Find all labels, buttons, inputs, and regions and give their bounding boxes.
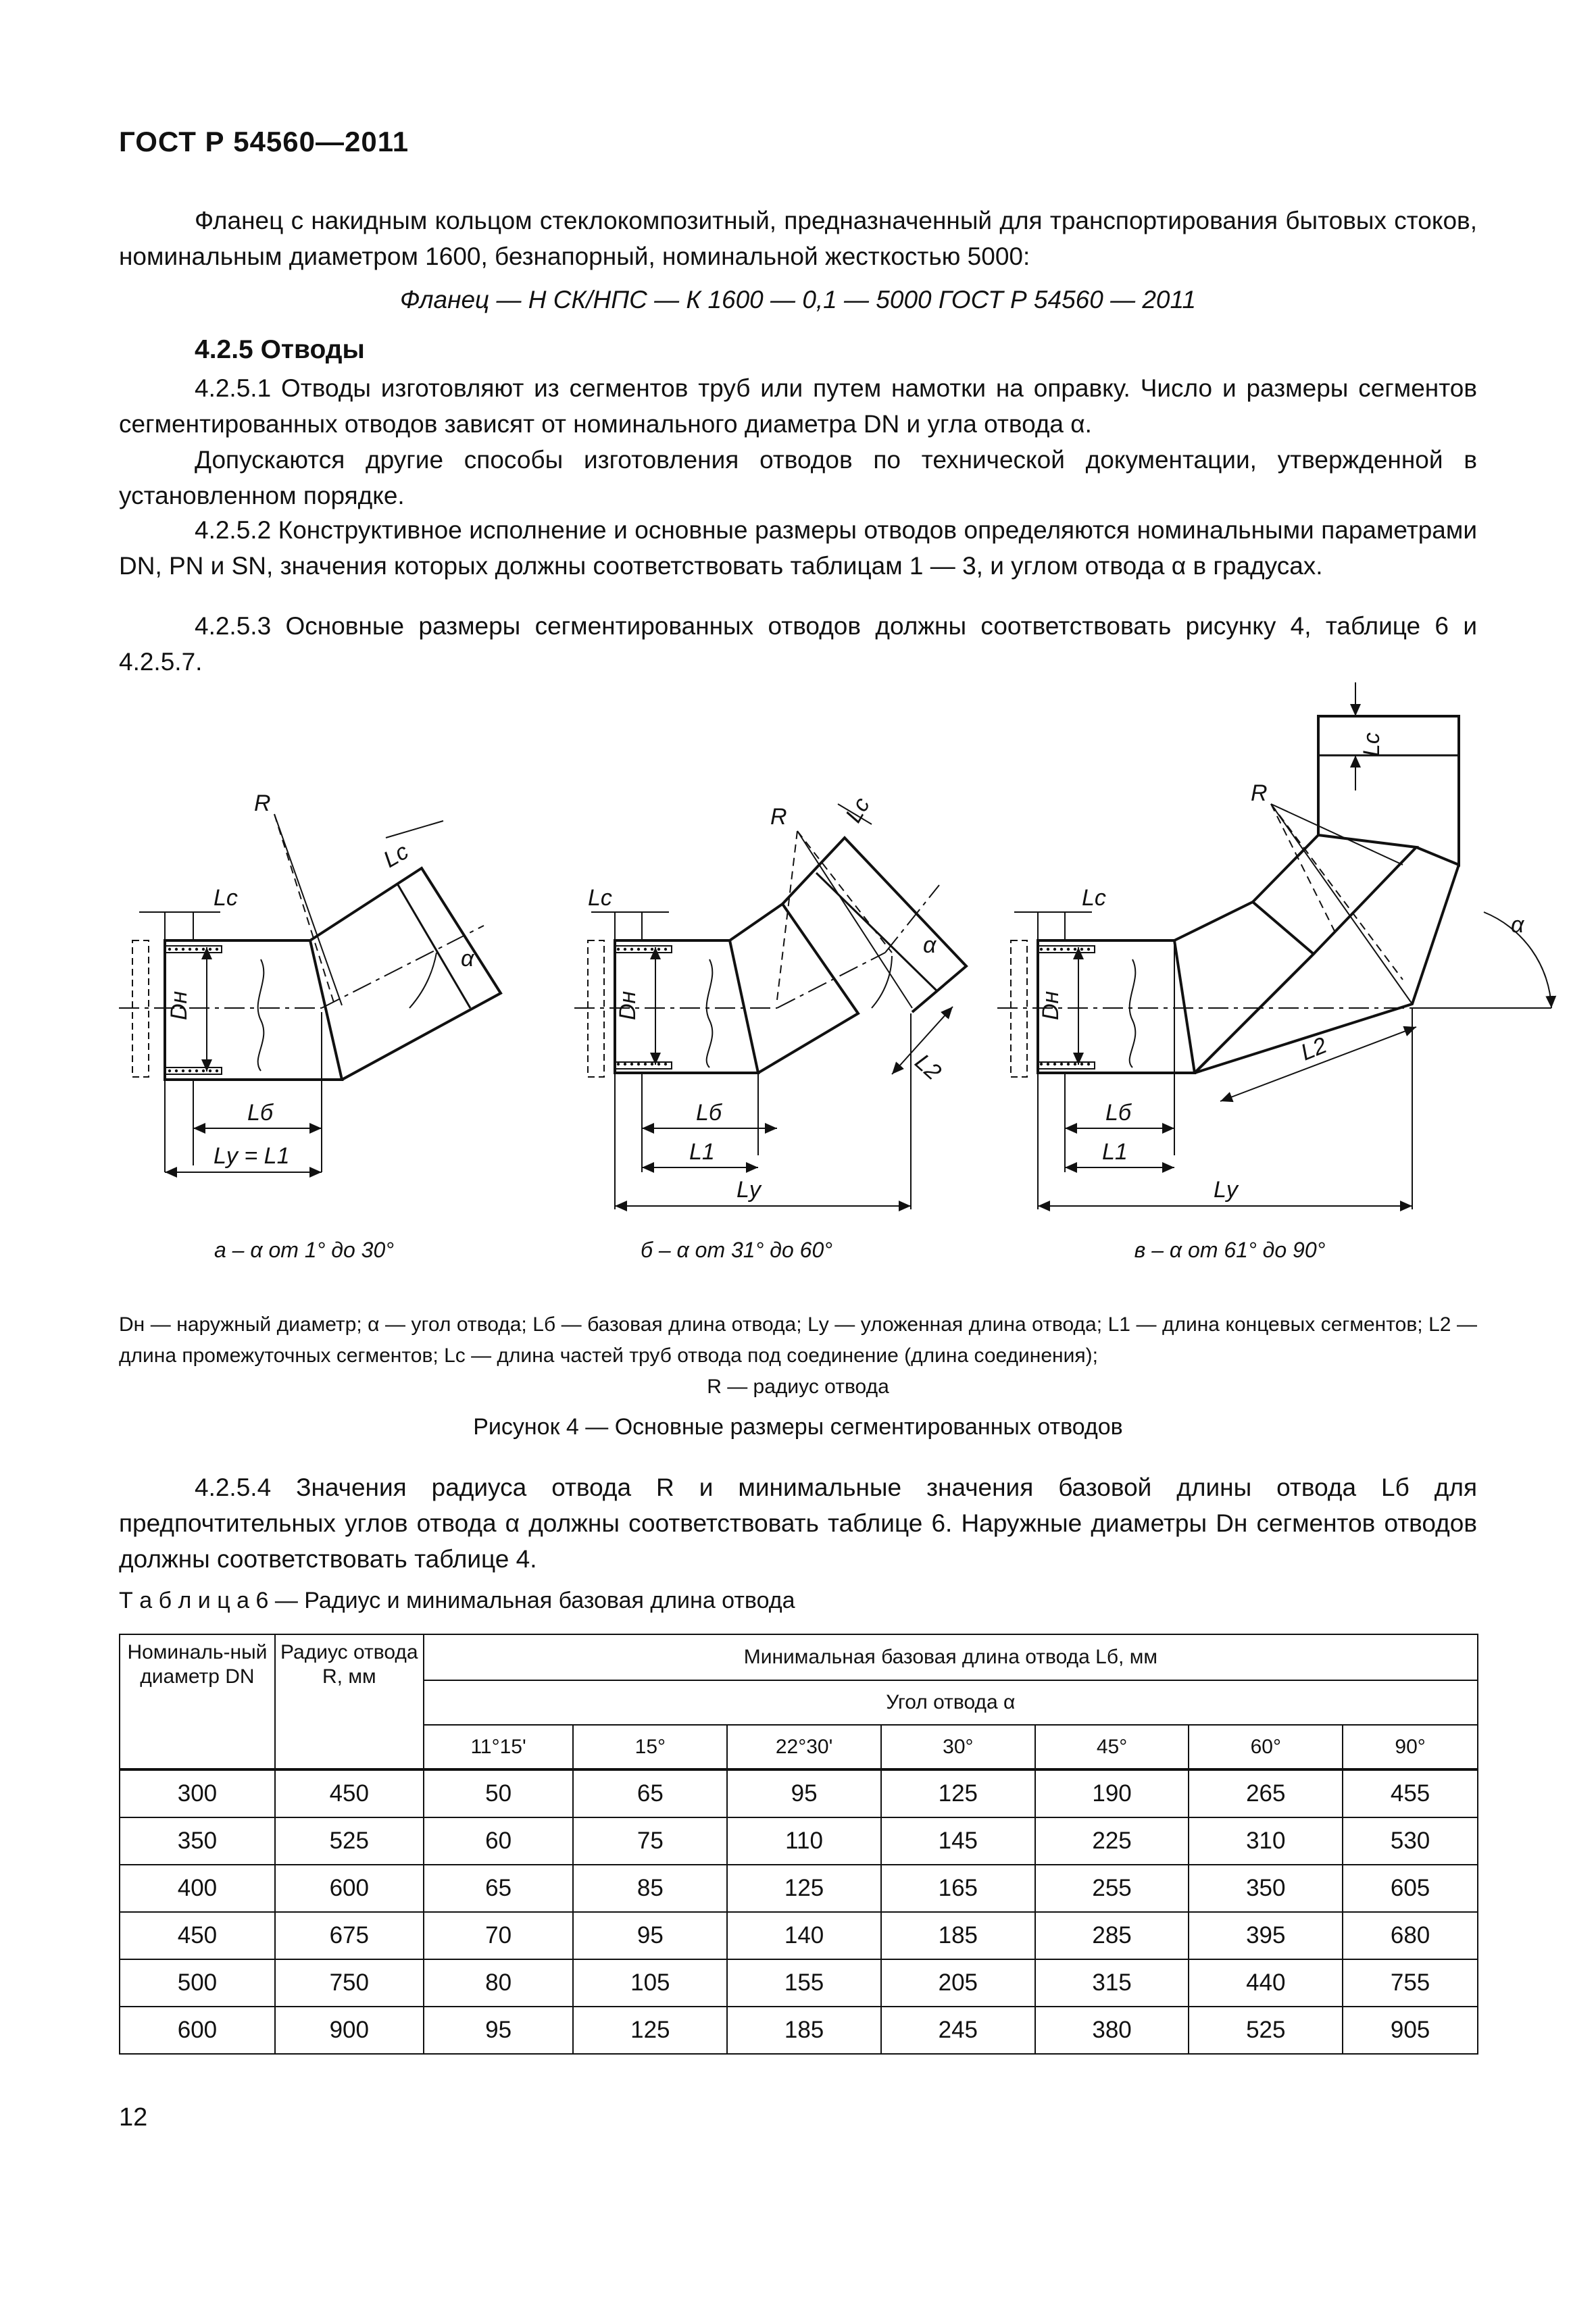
caption-v: в – α от 61° до 90°: [1134, 1238, 1326, 1262]
cell-value: 60: [424, 1817, 574, 1865]
cell-value: 605: [1343, 1865, 1478, 1912]
cell-value: 755: [1343, 1959, 1478, 2007]
cell-value: 65: [424, 1865, 574, 1912]
table-row: [120, 1959, 1478, 2007]
cell-value: 905: [1343, 2007, 1478, 2054]
cell-value: 105: [573, 1959, 727, 2007]
cell-value: 455: [1343, 1769, 1478, 1817]
label-l2-v: L2: [1297, 1032, 1331, 1066]
cell-dn: 350: [120, 1817, 275, 1865]
cell-value: 440: [1189, 1959, 1343, 2007]
paragraph-4-2-5-2: 4.2.5.2 Конструктивное исполнение и основные размеры отводов определяются номинальными параметрами DN, PN и SN, значения которых должны соответствовать таблицам 1 — 3, и углом отвода α в градусах.: [119, 516, 1477, 580]
drawing-v-labels: [1038, 732, 1525, 1203]
caption-b: б – α от 31° до 60°: [640, 1238, 833, 1262]
cell-radius: 675: [275, 1912, 424, 1959]
cell-value: 140: [727, 1912, 881, 1959]
label-r-v: R: [1251, 780, 1268, 806]
page-number: 12: [119, 2103, 148, 2132]
label-alpha-v: α: [1511, 912, 1524, 938]
label-lb-b: Lб: [696, 1100, 722, 1126]
cell-value: 95: [424, 2007, 574, 2054]
cell-value: 165: [881, 1865, 1035, 1912]
cell-value: 95: [727, 1769, 881, 1817]
label-alpha-b: α: [923, 932, 937, 958]
label-dn-b: Dн: [615, 990, 641, 1020]
label-lc-v2: Lc: [1082, 885, 1106, 911]
cell-value: 680: [1343, 1912, 1478, 1959]
cell-value: 205: [881, 1959, 1035, 2007]
cell-value: 350: [1189, 1865, 1343, 1912]
header-angle: Угол отвода α: [424, 1680, 1478, 1725]
section-title: 4.2.5 Отводы: [195, 335, 365, 364]
label-dn-v: Dн: [1038, 990, 1064, 1020]
cell-dn: 400: [120, 1865, 275, 1912]
cell-value: 155: [727, 1959, 881, 2007]
table-row: [120, 1769, 1478, 1817]
header-radius: Радиус отвода R, мм: [275, 1634, 424, 1769]
flange-designation: Фланец — Н СК/НПС — К 1600 — 0,1 — 5000 ГОСТ Р 54560 — 2011: [400, 286, 1196, 313]
cell-value: 95: [573, 1912, 727, 1959]
angle-header: 90°: [1343, 1725, 1478, 1769]
label-l1-v: L1: [1102, 1139, 1128, 1165]
label-ly-v: Lу: [1214, 1177, 1238, 1203]
angle-header: 60°: [1189, 1725, 1343, 1769]
label-lc-a: Lc: [214, 885, 238, 911]
cell-radius: 600: [275, 1865, 424, 1912]
label-lb-v: Lб: [1105, 1100, 1132, 1126]
table-row: [120, 2007, 1478, 2054]
table-row: [120, 1865, 1478, 1912]
cell-value: 75: [573, 1817, 727, 1865]
cell-value: 65: [573, 1769, 727, 1817]
label-lc-a2: Lc: [379, 838, 414, 873]
label-alpha-a: α: [461, 946, 474, 972]
cell-radius: 750: [275, 1959, 424, 2007]
figure-title: Рисунок 4 — Основные размеры сегментированных отводов: [473, 1414, 1123, 1440]
label-lc-v: Lc: [1359, 732, 1385, 757]
cell-radius: 900: [275, 2007, 424, 2054]
cell-value: 185: [881, 1912, 1035, 1959]
label-lb-a: Lб: [247, 1100, 274, 1126]
label-ly-a: Lу = L1: [214, 1143, 290, 1169]
cell-value: 315: [1035, 1959, 1189, 2007]
angle-header: 11°15': [424, 1725, 574, 1769]
cell-value: 145: [881, 1817, 1035, 1865]
angle-header: 15°: [573, 1725, 727, 1769]
label-r-b: R: [770, 804, 787, 830]
caption-a: а – α от 1° до 30°: [214, 1238, 395, 1262]
cell-value: 255: [1035, 1865, 1189, 1912]
cell-dn: 450: [120, 1912, 275, 1959]
cell-value: 525: [1189, 2007, 1343, 2054]
cell-value: 380: [1035, 2007, 1189, 2054]
table-row: [120, 1817, 1478, 1865]
cell-value: 190: [1035, 1769, 1189, 1817]
label-lc-b: Lc: [588, 885, 612, 911]
table-6: [119, 1634, 1478, 2055]
cell-value: 70: [424, 1912, 574, 1959]
cell-value: 530: [1343, 1817, 1478, 1865]
intro-paragraph: Фланец с накидным кольцом стеклокомпозитный, предназначенный для транспортирования бытовых стоков, номинальным диаметром 1600, безнапорный, номинальной жесткостью 5000:: [119, 207, 1477, 270]
paragraph-4-2-5-4: 4.2.5.4 Значения радиуса отвода R и минимальные значения базовой длины отвода Lб для предпочтительных углов отвода α должны соответствовать таблице 6. Наружные диаметры Dн сегментов отводов должны соответствовать таблице 4.: [119, 1474, 1477, 1573]
cell-value: 395: [1189, 1912, 1343, 1959]
cell-value: 50: [424, 1769, 574, 1817]
cell-value: 125: [573, 2007, 727, 2054]
standard-header: ГОСТ Р 54560—2011: [119, 126, 409, 157]
header-min-length: Минимальная базовая длина отвода Lб, мм: [424, 1634, 1478, 1680]
paragraph-alt-methods: Допускаются другие способы изготовления отводов по технической документации, утвержденной в установленном порядке.: [119, 446, 1477, 509]
cell-value: 110: [727, 1817, 881, 1865]
label-l1-b: L1: [689, 1139, 715, 1165]
label-dn-a: Dн: [166, 990, 192, 1020]
label-lc-b2: Lc: [841, 793, 875, 827]
cell-radius: 450: [275, 1769, 424, 1817]
angle-header: 45°: [1035, 1725, 1189, 1769]
cell-value: 265: [1189, 1769, 1343, 1817]
figure-4-drawings: [119, 682, 1524, 1270]
label-ly-b: Lу: [737, 1177, 761, 1203]
cell-value: 185: [727, 2007, 881, 2054]
drawing-v: [997, 682, 1551, 1209]
label-l2-b: L2: [909, 1049, 947, 1086]
cell-value: 85: [573, 1865, 727, 1912]
cell-value: 245: [881, 2007, 1035, 2054]
angle-header: 22°30': [727, 1725, 881, 1769]
cell-value: 225: [1035, 1817, 1189, 1865]
figure-legend: Dн — наружный диаметр; α — угол отвода; Lб — базовая длина отвода; Lу — уложенная длина отвода; L1 — длина концевых сегментов; L2 — длина промежуточных сегментов; Lс — длина частей труб отвода под соединение (длина соединения);: [119, 1313, 1477, 1367]
angle-header: 30°: [881, 1725, 1035, 1769]
figure-legend-r: R — радиус отвода: [707, 1376, 889, 1398]
cell-value: 310: [1189, 1817, 1343, 1865]
header-dn: Номиналь-ный диаметр DN: [120, 1634, 275, 1769]
table-row: [120, 1912, 1478, 1959]
cell-radius: 525: [275, 1817, 424, 1865]
cell-dn: 600: [120, 2007, 275, 2054]
cell-value: 80: [424, 1959, 574, 2007]
table-caption: Т а б л и ц а 6 — Радиус и минимальная базовая длина отвода: [119, 1588, 795, 1613]
cell-value: 285: [1035, 1912, 1189, 1959]
label-r-a: R: [254, 790, 271, 816]
cell-dn: 300: [120, 1769, 275, 1817]
cell-value: 125: [727, 1865, 881, 1912]
paragraph-4-2-5-3: 4.2.5.3 Основные размеры сегментированных отводов должны соответствовать рисунку 4, таблице 6 и 4.2.5.7.: [119, 612, 1477, 676]
cell-dn: 500: [120, 1959, 275, 2007]
paragraph-4-2-5-1: 4.2.5.1 Отводы изготовляют из сегментов труб или путем намотки на оправку. Число и размеры сегментов сегментированных отводов зависят от номинального диаметра DN и угла отвода α.: [119, 374, 1477, 438]
cell-value: 125: [881, 1769, 1035, 1817]
